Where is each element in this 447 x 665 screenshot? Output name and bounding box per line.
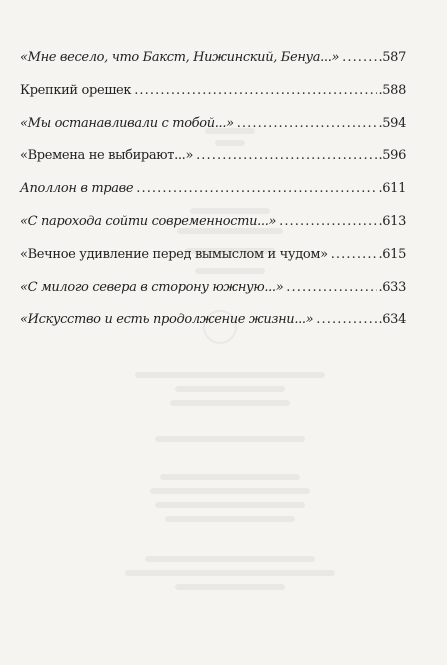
toc-entry-title: Крепкий орешек — [20, 82, 132, 98]
toc-entry-title: «Мы останавливали с тобой...» — [20, 115, 234, 131]
toc-entry — [20, 235, 406, 263]
toc-entry-page: .594 — [378, 115, 406, 131]
toc-entry-title: Аполлон в траве — [20, 181, 134, 197]
toc-dot-leader — [279, 213, 377, 230]
toc-entry-page: .634 — [378, 312, 406, 328]
toc-entry — [20, 71, 406, 99]
toc-dot-leader — [342, 49, 377, 66]
toc-dot-leader — [134, 82, 377, 99]
toc-entry-page: .633 — [378, 279, 406, 295]
toc-entry-page: .613 — [378, 213, 406, 229]
toc-dot-leader — [237, 115, 378, 132]
toc-entry-page: .587 — [378, 50, 406, 65]
toc-entry — [20, 38, 406, 66]
toc-entry-title: «Времена не выбирают...» — [20, 148, 194, 164]
toc-entry-page: .615 — [378, 246, 406, 262]
toc-dot-leader — [316, 311, 377, 328]
toc-entry — [20, 104, 406, 132]
toc-entry — [20, 300, 406, 328]
toc-entry-title: «Искусство и есть продолжение жизни...» — [20, 312, 314, 328]
toc-dot-leader — [136, 180, 377, 197]
toc-entry-page: .596 — [378, 148, 406, 164]
toc-entry-page: .611 — [378, 181, 406, 197]
toc-entry — [20, 169, 406, 197]
toc-entry — [20, 202, 406, 230]
toc-entry-title: «Вечное удивление перед вымыслом и чудом» — [20, 246, 328, 262]
toc-entry — [20, 136, 406, 164]
toc-dot-leader — [196, 147, 377, 164]
toc-entry-title: «Мне весело, что Бакст, Нижинский, Бенуа...» — [20, 50, 340, 65]
toc-dot-leader — [331, 246, 378, 263]
toc-entry-title: «С парохода сойти современности...» — [20, 213, 277, 229]
toc-entry-title: «С милого севера в сторону южную...» — [20, 279, 284, 295]
toc-entry — [20, 268, 406, 296]
toc-dot-leader — [286, 279, 377, 296]
table-of-contents — [20, 38, 406, 333]
toc-entry-page: .588 — [378, 82, 406, 98]
